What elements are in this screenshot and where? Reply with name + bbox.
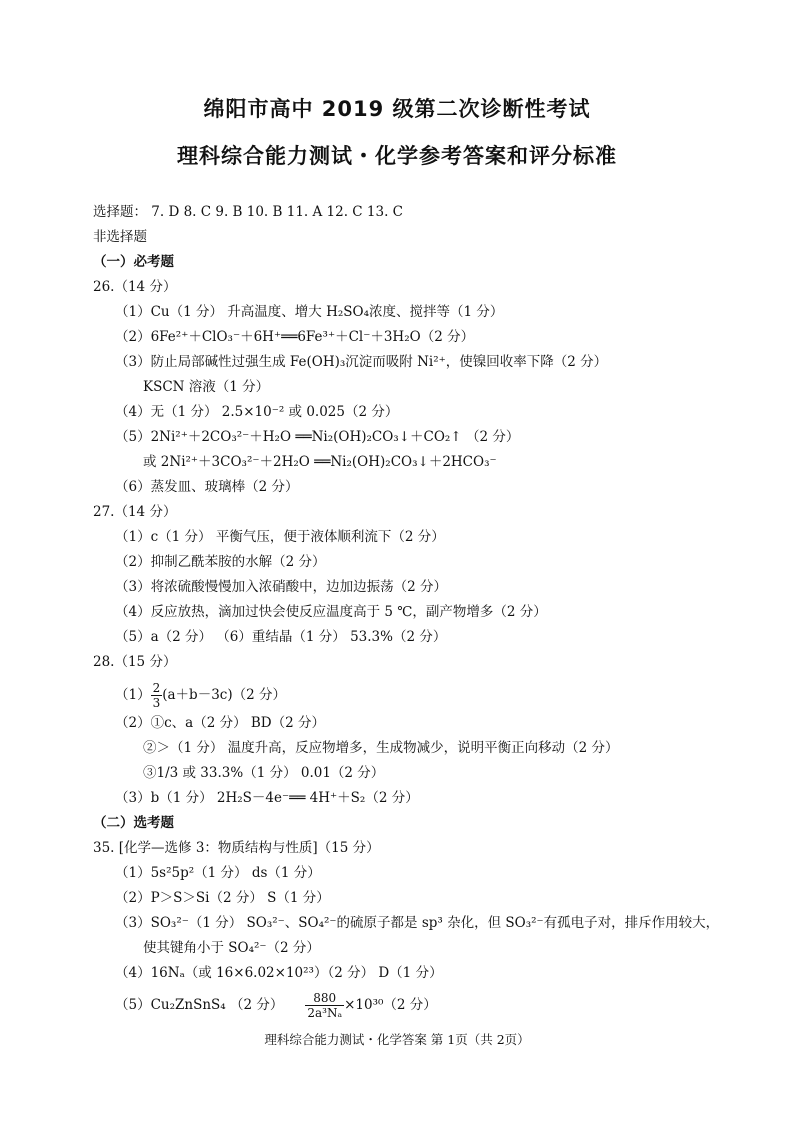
q27-part2: （2）抑制乙酰苯胺的水解（2 分） xyxy=(115,554,326,570)
section-required: （一）必考题 xyxy=(93,254,174,270)
fraction xyxy=(305,991,344,1020)
q35-part1: （1）5s²5p²（1 分） ds（1 分） xyxy=(115,865,321,881)
choice-answers: 选择题： 7. D 8. C 9. B 10. B 11. A 12. C 13. C xyxy=(93,204,403,220)
fraction-denominator: 3 xyxy=(152,696,161,710)
q35-part4: （4）16Nₐ（或 16×6.02×10²³）（2 分） D（1 分） xyxy=(115,965,443,981)
q27-header: 27.（14 分） xyxy=(93,504,177,520)
section-optional: （二）选考题 xyxy=(93,815,174,831)
q26-part3: （3）防止局部碱性过强生成 Fe(OH)₃沉淀而吸附 Ni²⁺，使镍回收率下降（2 分） xyxy=(115,354,608,370)
q28-part3: （3）b（1 分） 2H₂S－4e⁻══ 4H⁺＋S₂（2 分） xyxy=(115,790,419,806)
q26-part5: （5）2Ni²⁺＋2CO₃²⁻＋H₂O ══Ni₂(OH)₂CO₃↓＋CO₂↑ （2 分） xyxy=(115,429,520,445)
q26-part6: （6）蒸发皿、玻璃棒（2 分） xyxy=(115,479,299,495)
q35-part3: （3）SO₃²⁻（1 分） SO₃²⁻、SO₄²⁻的硫原子都是 sp³ 杂化，但 SO₃²⁻有孤电子对，排斥作用较大， xyxy=(115,915,720,931)
q26-part3-cont: KSCN 溶液（1 分） xyxy=(143,379,270,395)
page-title: 绵阳市高中 2019 级第二次诊断性考试 xyxy=(203,97,591,121)
q27-part1: （1）c（1 分） 平衡气压，便于液体顺利流下（2 分） xyxy=(115,529,445,545)
q35-part5-label: （5）Cu₂ZnSnS₄ （2 分） xyxy=(115,997,284,1013)
q35-part3-cont: 使其键角小于 SO₄²⁻（2 分） xyxy=(143,940,320,956)
fraction xyxy=(151,681,163,710)
fraction-numerator: 2 xyxy=(152,681,161,695)
q28-part1 xyxy=(115,680,286,710)
q35-part2: （2）P＞S＞Si（2 分） S（1 分） xyxy=(115,890,330,906)
q27-part3: （3）将浓硫酸慢慢加入浓硝酸中，边加边振荡（2 分） xyxy=(115,579,447,595)
q35-header: 35. [化学—选修 3：物质结构与性质]（15 分） xyxy=(93,840,380,856)
q28-part2-b: ②＞（1 分） 温度升高，反应物增多，生成物减少，说明平衡正向移动（2 分） xyxy=(143,740,619,756)
q26-header: 26.（14 分） xyxy=(93,279,177,295)
q28-header: 28.（15 分） xyxy=(93,654,177,670)
q26-part2: （2）6Fe²⁺＋ClO₃⁻＋6H⁺══6Fe³⁺＋Cl⁻＋3H₂O（2 分） xyxy=(115,329,475,345)
q27-part5: （5）a（2 分） （6）重结晶（1 分） 53.3%（2 分） xyxy=(115,629,447,645)
q35-part5-expr: ×10³⁰（2 分） xyxy=(344,997,437,1013)
q28-part1-label: （1） xyxy=(115,687,151,703)
section-nonchoice: 非选择题 xyxy=(93,229,147,245)
q35-part5 xyxy=(115,990,437,1020)
page-subtitle: 理科综合能力测试・化学参考答案和评分标准 xyxy=(177,144,617,168)
q27-part4: （4）反应放热，滴加过快会使反应温度高于 5 ℃，副产物增多（2 分） xyxy=(115,604,547,620)
q26-part1: （1）Cu（1 分） 升高温度、增大 H₂SO₄浓度、搅拌等（1 分） xyxy=(115,304,504,320)
q28-part1-expr: (a＋b－3c)（2 分） xyxy=(162,687,286,703)
fraction-denominator: 2a³Nₐ xyxy=(307,1006,343,1020)
q26-part5-alt: 或 2Ni²⁺＋3CO₃²⁻＋2H₂O ══Ni₂(OH)₂CO₃↓＋2HCO₃⁻ xyxy=(143,454,497,470)
q28-part2-c: ③1/3 或 33.3%（1 分） 0.01（2 分） xyxy=(143,765,385,781)
fraction-numerator: 880 xyxy=(305,991,344,1006)
q28-part2: （2）①c、a（2 分） BD（2 分） xyxy=(115,715,325,731)
q26-part4: （4）无（1 分） 2.5×10⁻² 或 0.025（2 分） xyxy=(115,404,399,420)
page-footer: 理科综合能力测试・化学答案 第 1页（共 2页） xyxy=(264,1032,530,1047)
